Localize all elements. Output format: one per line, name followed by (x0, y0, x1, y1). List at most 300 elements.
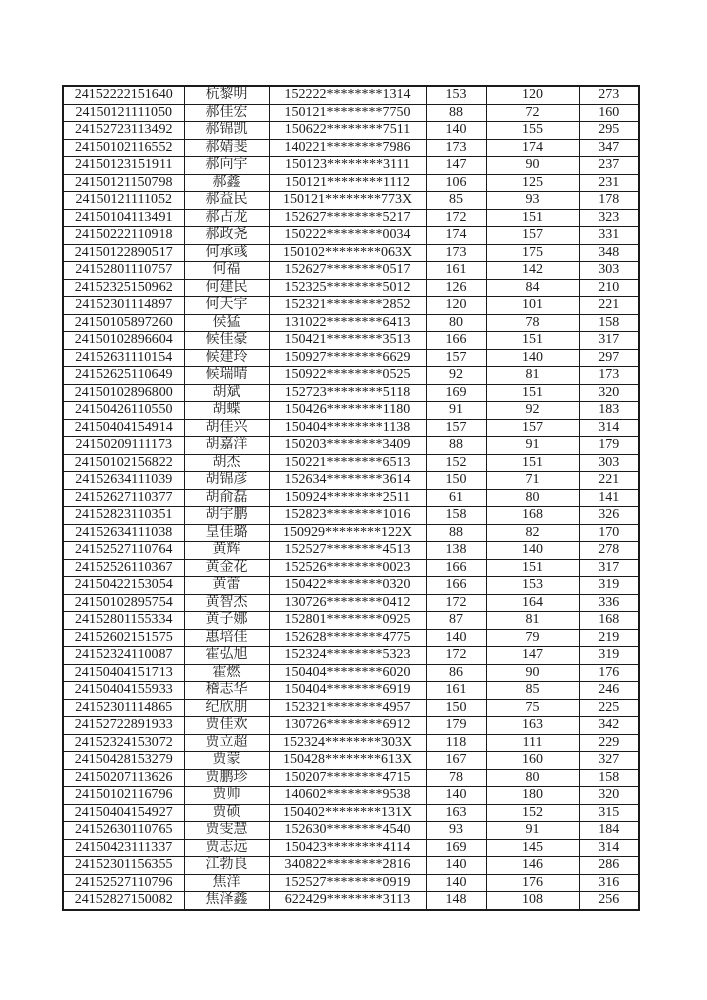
score-1-cell: 172 (426, 209, 486, 227)
score-1-cell: 166 (426, 577, 486, 595)
id-number-cell: 152527********4513 (269, 542, 426, 560)
registration-number-cell: 24152823110351 (63, 507, 184, 525)
score-2-cell: 180 (486, 787, 579, 805)
id-number-cell: 130726********0412 (269, 594, 426, 612)
table-row (63, 542, 639, 560)
name-cell: 郝佳宏 (184, 104, 269, 122)
total-score-cell: 178 (579, 192, 639, 210)
total-score-cell: 303 (579, 262, 639, 280)
id-number-cell: 130726********6912 (269, 717, 426, 735)
name-cell: 霍弘旭 (184, 647, 269, 665)
score-table (62, 85, 640, 911)
registration-number-cell: 24152301156355 (63, 857, 184, 875)
name-cell: 胡嘉洋 (184, 437, 269, 455)
name-cell: 贾佳欢 (184, 717, 269, 735)
score-1-cell: 106 (426, 174, 486, 192)
score-2-cell: 160 (486, 752, 579, 770)
registration-number-cell: 24152801110757 (63, 262, 184, 280)
score-2-cell: 164 (486, 594, 579, 612)
registration-number-cell: 24150121111052 (63, 192, 184, 210)
registration-number-cell: 24150209111173 (63, 437, 184, 455)
table-row (63, 297, 639, 315)
registration-number-cell: 24150404154914 (63, 419, 184, 437)
total-score-cell: 317 (579, 332, 639, 350)
score-2-cell: 145 (486, 839, 579, 857)
score-1-cell: 167 (426, 752, 486, 770)
registration-number-cell: 24150222110918 (63, 227, 184, 245)
score-1-cell: 88 (426, 524, 486, 542)
score-1-cell: 80 (426, 314, 486, 332)
name-cell: 贾立超 (184, 734, 269, 752)
registration-number-cell: 24152723113492 (63, 122, 184, 140)
score-2-cell: 75 (486, 699, 579, 717)
table-row (63, 384, 639, 402)
id-number-cell: 150404********6020 (269, 664, 426, 682)
id-number-cell: 150404********6919 (269, 682, 426, 700)
score-2-cell: 120 (486, 86, 579, 104)
name-cell: 何天宇 (184, 297, 269, 315)
score-1-cell: 78 (426, 769, 486, 787)
total-score-cell: 316 (579, 874, 639, 892)
score-2-cell: 151 (486, 384, 579, 402)
id-number-cell: 152627********5217 (269, 209, 426, 227)
table-row (63, 612, 639, 630)
score-2-cell: 174 (486, 139, 579, 157)
id-number-cell: 150121********1112 (269, 174, 426, 192)
total-score-cell: 219 (579, 629, 639, 647)
total-score-cell: 326 (579, 507, 639, 525)
score-2-cell: 85 (486, 682, 579, 700)
table-row (63, 664, 639, 682)
score-1-cell: 140 (426, 787, 486, 805)
id-number-cell: 150421********3513 (269, 332, 426, 350)
name-cell: 何建民 (184, 279, 269, 297)
total-score-cell: 183 (579, 402, 639, 420)
registration-number-cell: 24150102896800 (63, 384, 184, 402)
registration-number-cell: 24150104113491 (63, 209, 184, 227)
score-1-cell: 140 (426, 857, 486, 875)
score-2-cell: 80 (486, 489, 579, 507)
id-number-cell: 150929********122X (269, 524, 426, 542)
total-score-cell: 315 (579, 804, 639, 822)
score-1-cell: 158 (426, 507, 486, 525)
registration-number-cell: 24150423111337 (63, 839, 184, 857)
total-score-cell: 297 (579, 349, 639, 367)
name-cell: 胡杰 (184, 454, 269, 472)
name-cell: 侯猛 (184, 314, 269, 332)
table-row (63, 524, 639, 542)
score-2-cell: 91 (486, 822, 579, 840)
registration-number-cell: 24152625110649 (63, 367, 184, 385)
score-2-cell: 81 (486, 612, 579, 630)
id-number-cell: 152325********5012 (269, 279, 426, 297)
name-cell: 焦泽鑫 (184, 892, 269, 910)
name-cell: 候建玲 (184, 349, 269, 367)
registration-number-cell: 24150404154927 (63, 804, 184, 822)
score-1-cell: 166 (426, 559, 486, 577)
registration-number-cell: 24150122890517 (63, 244, 184, 262)
score-2-cell: 157 (486, 227, 579, 245)
total-score-cell: 210 (579, 279, 639, 297)
table-row (63, 157, 639, 175)
score-1-cell: 174 (426, 227, 486, 245)
id-number-cell: 150426********1180 (269, 402, 426, 420)
name-cell: 郝锦凯 (184, 122, 269, 140)
registration-number-cell: 24152801155334 (63, 612, 184, 630)
table-row (63, 454, 639, 472)
name-cell: 黄智杰 (184, 594, 269, 612)
table-row (63, 577, 639, 595)
name-cell: 郝鑫 (184, 174, 269, 192)
id-number-cell: 152823********1016 (269, 507, 426, 525)
table-row (63, 892, 639, 910)
score-1-cell: 172 (426, 647, 486, 665)
score-1-cell: 61 (426, 489, 486, 507)
score-2-cell: 157 (486, 419, 579, 437)
total-score-cell: 327 (579, 752, 639, 770)
table-row (63, 489, 639, 507)
name-cell: 何福 (184, 262, 269, 280)
table-row (63, 122, 639, 140)
score-2-cell: 152 (486, 804, 579, 822)
score-1-cell: 179 (426, 717, 486, 735)
score-1-cell: 147 (426, 157, 486, 175)
name-cell: 皇佳璐 (184, 524, 269, 542)
total-score-cell: 176 (579, 664, 639, 682)
table-row (63, 332, 639, 350)
score-2-cell: 79 (486, 629, 579, 647)
registration-number-cell: 24150404155933 (63, 682, 184, 700)
id-number-cell: 150121********7750 (269, 104, 426, 122)
registration-number-cell: 24152634111039 (63, 472, 184, 490)
total-score-cell: 342 (579, 717, 639, 735)
id-number-cell: 152801********0925 (269, 612, 426, 630)
id-number-cell: 150203********3409 (269, 437, 426, 455)
id-number-cell: 150422********0320 (269, 577, 426, 595)
score-1-cell: 140 (426, 874, 486, 892)
score-1-cell: 85 (426, 192, 486, 210)
registration-number-cell: 24152301114897 (63, 297, 184, 315)
id-number-cell: 150924********2511 (269, 489, 426, 507)
score-2-cell: 78 (486, 314, 579, 332)
total-score-cell: 320 (579, 384, 639, 402)
table-row (63, 402, 639, 420)
table-row (63, 734, 639, 752)
table-row (63, 104, 639, 122)
id-number-cell: 152321********2852 (269, 297, 426, 315)
score-2-cell: 71 (486, 472, 579, 490)
table-row (63, 594, 639, 612)
registration-number-cell: 24150121111050 (63, 104, 184, 122)
id-number-cell: 150423********4114 (269, 839, 426, 857)
registration-number-cell: 24150102156822 (63, 454, 184, 472)
id-number-cell: 152526********0023 (269, 559, 426, 577)
score-2-cell: 140 (486, 349, 579, 367)
table-row (63, 507, 639, 525)
registration-number-cell: 24152222151640 (63, 86, 184, 104)
registration-number-cell: 24150123151911 (63, 157, 184, 175)
total-score-cell: 173 (579, 367, 639, 385)
table-row (63, 367, 639, 385)
score-2-cell: 101 (486, 297, 579, 315)
total-score-cell: 170 (579, 524, 639, 542)
table-row (63, 857, 639, 875)
id-number-cell: 150121********773X (269, 192, 426, 210)
registration-number-cell: 24150102896604 (63, 332, 184, 350)
score-1-cell: 126 (426, 279, 486, 297)
score-1-cell: 150 (426, 699, 486, 717)
score-2-cell: 108 (486, 892, 579, 910)
table-row (63, 314, 639, 332)
table-row (63, 244, 639, 262)
score-1-cell: 148 (426, 892, 486, 910)
table-row (63, 139, 639, 157)
table-row (63, 209, 639, 227)
total-score-cell: 221 (579, 297, 639, 315)
total-score-cell: 273 (579, 86, 639, 104)
table-row (63, 752, 639, 770)
score-2-cell: 168 (486, 507, 579, 525)
table-row (63, 787, 639, 805)
score-table-body (63, 86, 639, 910)
total-score-cell: 141 (579, 489, 639, 507)
registration-number-cell: 24152602151575 (63, 629, 184, 647)
score-1-cell: 161 (426, 262, 486, 280)
id-number-cell: 150102********063X (269, 244, 426, 262)
total-score-cell: 246 (579, 682, 639, 700)
table-row (63, 822, 639, 840)
table-row (63, 279, 639, 297)
name-cell: 郝益民 (184, 192, 269, 210)
score-2-cell: 155 (486, 122, 579, 140)
total-score-cell: 237 (579, 157, 639, 175)
name-cell: 黄辉 (184, 542, 269, 560)
score-1-cell: 157 (426, 349, 486, 367)
table-row (63, 86, 639, 104)
name-cell: 惠培佳 (184, 629, 269, 647)
id-number-cell: 150221********6513 (269, 454, 426, 472)
score-1-cell: 91 (426, 402, 486, 420)
name-cell: 胡佳兴 (184, 419, 269, 437)
total-score-cell: 168 (579, 612, 639, 630)
total-score-cell: 331 (579, 227, 639, 245)
total-score-cell: 314 (579, 419, 639, 437)
id-number-cell: 152324********303X (269, 734, 426, 752)
registration-number-cell: 24152630110765 (63, 822, 184, 840)
score-1-cell: 118 (426, 734, 486, 752)
total-score-cell: 158 (579, 769, 639, 787)
score-2-cell: 92 (486, 402, 579, 420)
name-cell: 黄金花 (184, 559, 269, 577)
total-score-cell: 221 (579, 472, 639, 490)
id-number-cell: 152222********1314 (269, 86, 426, 104)
id-number-cell: 150922********0525 (269, 367, 426, 385)
name-cell: 胡俞磊 (184, 489, 269, 507)
score-1-cell: 169 (426, 839, 486, 857)
name-cell: 江勃良 (184, 857, 269, 875)
registration-number-cell: 24152631110154 (63, 349, 184, 367)
registration-number-cell: 24152527110796 (63, 874, 184, 892)
score-2-cell: 175 (486, 244, 579, 262)
score-2-cell: 176 (486, 874, 579, 892)
name-cell: 候瑞晴 (184, 367, 269, 385)
registration-number-cell: 24150102116552 (63, 139, 184, 157)
registration-number-cell: 24150102116796 (63, 787, 184, 805)
total-score-cell: 336 (579, 594, 639, 612)
total-score-cell: 225 (579, 699, 639, 717)
score-2-cell: 146 (486, 857, 579, 875)
score-1-cell: 138 (426, 542, 486, 560)
id-number-cell: 150404********1138 (269, 419, 426, 437)
registration-number-cell: 24152722891933 (63, 717, 184, 735)
score-2-cell: 125 (486, 174, 579, 192)
id-number-cell: 152634********3614 (269, 472, 426, 490)
name-cell: 郝婧斐 (184, 139, 269, 157)
table-row (63, 349, 639, 367)
registration-number-cell: 24150102895754 (63, 594, 184, 612)
score-2-cell: 151 (486, 454, 579, 472)
id-number-cell: 150428********613X (269, 752, 426, 770)
id-number-cell: 152527********0919 (269, 874, 426, 892)
registration-number-cell: 24150207113626 (63, 769, 184, 787)
score-2-cell: 72 (486, 104, 579, 122)
score-1-cell: 152 (426, 454, 486, 472)
total-score-cell: 303 (579, 454, 639, 472)
score-2-cell: 93 (486, 192, 579, 210)
id-number-cell: 152627********0517 (269, 262, 426, 280)
score-2-cell: 151 (486, 559, 579, 577)
total-score-cell: 347 (579, 139, 639, 157)
total-score-cell: 184 (579, 822, 639, 840)
name-cell: 黄子娜 (184, 612, 269, 630)
score-2-cell: 80 (486, 769, 579, 787)
id-number-cell: 140602********9538 (269, 787, 426, 805)
total-score-cell: 158 (579, 314, 639, 332)
score-1-cell: 169 (426, 384, 486, 402)
id-number-cell: 152628********4775 (269, 629, 426, 647)
table-row (63, 839, 639, 857)
table-row (63, 174, 639, 192)
registration-number-cell: 24150404151713 (63, 664, 184, 682)
id-number-cell: 152723********5118 (269, 384, 426, 402)
registration-number-cell: 24152827150082 (63, 892, 184, 910)
name-cell: 胡蝶 (184, 402, 269, 420)
registration-number-cell: 24150426110550 (63, 402, 184, 420)
score-1-cell: 166 (426, 332, 486, 350)
registration-number-cell: 24152301114865 (63, 699, 184, 717)
registration-number-cell: 24152324110087 (63, 647, 184, 665)
id-number-cell: 131022********6413 (269, 314, 426, 332)
score-1-cell: 173 (426, 139, 486, 157)
score-1-cell: 140 (426, 629, 486, 647)
total-score-cell: 317 (579, 559, 639, 577)
total-score-cell: 286 (579, 857, 639, 875)
id-number-cell: 150123********3111 (269, 157, 426, 175)
table-row (63, 629, 639, 647)
score-2-cell: 151 (486, 332, 579, 350)
name-cell: 杭黎明 (184, 86, 269, 104)
table-row (63, 699, 639, 717)
total-score-cell: 348 (579, 244, 639, 262)
table-row (63, 682, 639, 700)
score-1-cell: 120 (426, 297, 486, 315)
score-2-cell: 84 (486, 279, 579, 297)
total-score-cell: 320 (579, 787, 639, 805)
id-number-cell: 340822********2816 (269, 857, 426, 875)
registration-number-cell: 24150428153279 (63, 752, 184, 770)
name-cell: 贾雯慧 (184, 822, 269, 840)
table-row (63, 262, 639, 280)
registration-number-cell: 24150422153054 (63, 577, 184, 595)
name-cell: 何承彧 (184, 244, 269, 262)
registration-number-cell: 24152527110764 (63, 542, 184, 560)
score-2-cell: 82 (486, 524, 579, 542)
table-row (63, 647, 639, 665)
name-cell: 稽志华 (184, 682, 269, 700)
score-1-cell: 92 (426, 367, 486, 385)
score-2-cell: 111 (486, 734, 579, 752)
name-cell: 胡锦彦 (184, 472, 269, 490)
score-2-cell: 142 (486, 262, 579, 280)
name-cell: 胡斌 (184, 384, 269, 402)
table-row (63, 437, 639, 455)
id-number-cell: 152630********4540 (269, 822, 426, 840)
total-score-cell: 160 (579, 104, 639, 122)
score-2-cell: 90 (486, 157, 579, 175)
score-1-cell: 157 (426, 419, 486, 437)
table-row (63, 419, 639, 437)
name-cell: 郝占龙 (184, 209, 269, 227)
id-number-cell: 622429********3113 (269, 892, 426, 910)
registration-number-cell: 24152634111038 (63, 524, 184, 542)
score-1-cell: 153 (426, 86, 486, 104)
score-1-cell: 140 (426, 122, 486, 140)
name-cell: 贾蒙 (184, 752, 269, 770)
name-cell: 郝政尧 (184, 227, 269, 245)
score-1-cell: 88 (426, 104, 486, 122)
name-cell: 焦洋 (184, 874, 269, 892)
score-2-cell: 90 (486, 664, 579, 682)
id-number-cell: 152321********4957 (269, 699, 426, 717)
table-row (63, 874, 639, 892)
table-row (63, 472, 639, 490)
registration-number-cell: 24152526110367 (63, 559, 184, 577)
id-number-cell: 150207********4715 (269, 769, 426, 787)
score-1-cell: 173 (426, 244, 486, 262)
score-1-cell: 87 (426, 612, 486, 630)
score-2-cell: 151 (486, 209, 579, 227)
id-number-cell: 150927********6629 (269, 349, 426, 367)
id-number-cell: 140221********7986 (269, 139, 426, 157)
table-row (63, 717, 639, 735)
score-1-cell: 93 (426, 822, 486, 840)
name-cell: 贾志远 (184, 839, 269, 857)
registration-number-cell: 24152324153072 (63, 734, 184, 752)
id-number-cell: 150402********131X (269, 804, 426, 822)
name-cell: 纪欣朋 (184, 699, 269, 717)
total-score-cell: 179 (579, 437, 639, 455)
score-1-cell: 172 (426, 594, 486, 612)
name-cell: 贾帅 (184, 787, 269, 805)
total-score-cell: 319 (579, 577, 639, 595)
score-2-cell: 91 (486, 437, 579, 455)
registration-number-cell: 24152627110377 (63, 489, 184, 507)
score-2-cell: 81 (486, 367, 579, 385)
score-1-cell: 161 (426, 682, 486, 700)
id-number-cell: 150222********0034 (269, 227, 426, 245)
table-row (63, 227, 639, 245)
total-score-cell: 278 (579, 542, 639, 560)
